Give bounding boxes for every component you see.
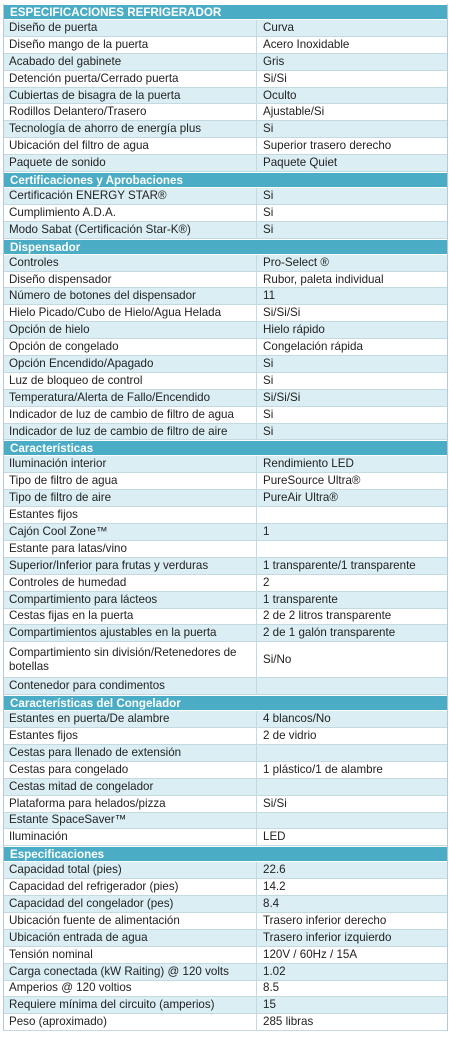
spec-label: Cestas fijas en la puerta	[4, 609, 257, 625]
spec-value: Curva	[263, 20, 294, 34]
spec-value: Oculto	[263, 88, 297, 102]
table-row	[4, 796, 447, 813]
table-row	[4, 424, 447, 441]
spec-value	[257, 507, 447, 523]
spec-value: Si/Si/Si	[263, 306, 301, 320]
spec-value	[257, 779, 447, 795]
section-header: Especificaciones	[4, 846, 447, 862]
spec-value: Si/Si	[263, 71, 287, 85]
spec-value: 22.6	[263, 863, 286, 877]
spec-value: 2 de 1 galón transparente	[263, 626, 396, 640]
spec-label: Paquete de sonido	[4, 155, 257, 171]
table-row	[4, 322, 447, 339]
table-row	[4, 356, 447, 373]
spec-label: Diseño dispensador	[4, 272, 257, 288]
spec-value: Si	[263, 188, 274, 202]
spec-value: 15	[263, 998, 276, 1012]
spec-label: Plataforma para helados/pizza	[4, 796, 257, 812]
table-row	[4, 558, 447, 575]
spec-label: Estantes fijos	[4, 728, 257, 744]
section-header: Certificaciones y Aprobaciones	[4, 172, 447, 188]
spec-value: Si	[263, 373, 274, 387]
spec-value: Si	[263, 122, 274, 136]
table-row	[4, 1014, 447, 1031]
spec-value: Rubor, paleta individual	[263, 272, 384, 286]
spec-value: Trasero inferior derecho	[263, 913, 387, 927]
spec-label: Cestas para llenado de extensión	[4, 745, 257, 761]
spec-label: Certificación ENERGY STAR®	[4, 188, 257, 204]
spec-value: 1 transparente/1 transparente	[263, 558, 416, 572]
table-row	[4, 473, 447, 490]
spec-label: Capacidad del refrigerador (pies)	[4, 879, 257, 895]
spec-label: Opción de congelado	[4, 339, 257, 355]
table-row	[4, 54, 447, 71]
table-row	[4, 305, 447, 322]
specifications-table	[3, 4, 448, 1031]
table-row	[4, 678, 447, 695]
spec-value: Si	[263, 205, 274, 219]
spec-label: Requiere mínima del circuito (amperios)	[4, 997, 257, 1013]
spec-label: Estantes fijos	[4, 507, 257, 523]
spec-label: Opción de hielo	[4, 322, 257, 338]
table-row	[4, 37, 447, 54]
spec-label: Cestas para congelado	[4, 762, 257, 778]
spec-label: Cajón Cool Zone™	[4, 524, 257, 540]
table-row	[4, 272, 447, 289]
table-row	[4, 862, 447, 879]
spec-value: Gris	[263, 54, 285, 68]
spec-value: Congelación rápida	[263, 340, 363, 354]
table-row	[4, 575, 447, 592]
table-row	[4, 813, 447, 830]
spec-value: 4 blancos/No	[263, 712, 331, 726]
spec-label: Cumplimiento A.D.A.	[4, 205, 257, 221]
table-row	[4, 896, 447, 913]
spec-label: Diseño mango de la puerta	[4, 37, 257, 53]
spec-label: Ubicación del filtro de agua	[4, 138, 257, 154]
spec-value: Si	[263, 356, 274, 370]
table-row	[4, 456, 447, 473]
table-row	[4, 711, 447, 728]
table-row	[4, 592, 447, 609]
table-row	[4, 390, 447, 407]
spec-label: Tipo de filtro de aire	[4, 490, 257, 506]
table-row	[4, 997, 447, 1014]
table-row	[4, 879, 447, 896]
spec-value: 1 plástico/1 de alambre	[263, 762, 383, 776]
table-row	[4, 762, 447, 779]
spec-label: Iluminación interior	[4, 456, 257, 472]
table-row	[4, 625, 447, 642]
spec-label: Tecnología de ahorro de energía plus	[4, 121, 257, 137]
spec-label: Controles de humedad	[4, 575, 257, 591]
table-row	[4, 930, 447, 947]
spec-label: Compartimientos ajustables en la puerta	[4, 625, 257, 641]
section-header: Dispensador	[4, 239, 447, 255]
table-row	[4, 288, 447, 305]
table-row	[4, 373, 447, 390]
spec-label: Estantes en puerta/De alambre	[4, 711, 257, 727]
spec-value: PureSource Ultra®	[263, 474, 361, 488]
spec-value	[257, 745, 447, 761]
table-row	[4, 507, 447, 524]
table-row	[4, 490, 447, 507]
table-row	[4, 829, 447, 846]
spec-value: Ajustable/Si	[263, 105, 325, 119]
spec-value: PureAir Ultra®	[263, 491, 338, 505]
spec-value: 285 libras	[263, 1015, 314, 1029]
spec-value: Si	[263, 407, 274, 421]
table-row	[4, 222, 447, 239]
table-row	[4, 964, 447, 981]
spec-label: Hielo Picado/Cubo de Hielo/Agua Helada	[4, 305, 257, 321]
spec-label: Rodillos Delantero/Trasero	[4, 104, 257, 120]
spec-value: 1.02	[263, 964, 286, 978]
spec-value: 2 de vidrio	[263, 729, 317, 742]
table-row	[4, 121, 447, 138]
spec-label: Carga conectada (kW Raiting) @ 120 volts	[4, 964, 257, 980]
spec-value: Si	[263, 222, 274, 236]
table-row	[4, 609, 447, 626]
table-row	[4, 339, 447, 356]
spec-value: 11	[263, 289, 276, 303]
table-row	[4, 779, 447, 796]
spec-label: Indicador de luz de cambio de filtro de aire	[4, 424, 257, 440]
spec-label: Estante para latas/vino	[4, 541, 257, 557]
table-row	[4, 981, 447, 998]
spec-value: 1	[263, 524, 270, 538]
spec-label: Peso (aproximado)	[4, 1014, 257, 1030]
table-row	[4, 88, 447, 105]
spec-value	[257, 678, 447, 694]
spec-label: Tipo de filtro de agua	[4, 473, 257, 489]
spec-label: Iluminación	[4, 829, 257, 845]
table-row	[4, 155, 447, 172]
table-row	[4, 541, 447, 558]
spec-value: Superior trasero derecho	[263, 139, 392, 153]
spec-label: Número de botones del dispensador	[4, 288, 257, 304]
table-row	[4, 20, 447, 37]
spec-label: Ubicación fuente de alimentación	[4, 913, 257, 929]
spec-value: 2 de 2 litros transparente	[263, 609, 392, 623]
spec-value: Si	[263, 424, 274, 438]
spec-value: 120V / 60Hz / 15A	[263, 947, 358, 961]
spec-value: Trasero inferior izquierdo	[263, 930, 392, 944]
spec-label: Capacidad del congelador (pes)	[4, 896, 257, 912]
spec-value: Acero Inoxidable	[263, 37, 350, 51]
spec-value: Si/No	[263, 652, 292, 666]
spec-label: Acabado del gabinete	[4, 54, 257, 70]
spec-label: Contenedor para condimentos	[4, 678, 257, 694]
table-row	[4, 104, 447, 121]
spec-label: Capacidad total (pies)	[4, 862, 257, 878]
spec-label: Modo Sabat (Certificación Star-K®)	[4, 222, 257, 238]
spec-value: 8.5	[263, 981, 280, 995]
spec-value: 1 transparente	[263, 592, 338, 606]
spec-value: Rendimiento LED	[263, 457, 354, 471]
table-row	[4, 728, 447, 745]
table-row	[4, 205, 447, 222]
spec-value: 2	[263, 575, 270, 589]
spec-value: LED	[263, 830, 286, 844]
table-row	[4, 524, 447, 541]
spec-value: Paquete Quiet	[263, 156, 338, 170]
table-row	[4, 138, 447, 155]
section-header: Características	[4, 440, 447, 456]
spec-label: Cubiertas de bisagra de la puerta	[4, 88, 257, 104]
spec-value: Si/Si	[263, 796, 287, 810]
table-row	[4, 71, 447, 88]
spec-label: Compartimiento para lácteos	[4, 592, 257, 608]
spec-label: Luz de bloqueo de control	[4, 373, 257, 389]
spec-label: Indicador de luz de cambio de filtro de agua	[4, 407, 257, 423]
spec-label: Ubicación entrada de agua	[4, 930, 257, 946]
spec-value	[257, 541, 447, 557]
table-row	[4, 407, 447, 424]
table-row	[4, 947, 447, 964]
spec-value: Hielo rápido	[263, 323, 325, 337]
spec-label: Diseño de puerta	[4, 20, 257, 36]
spec-value: Pro-Select ®	[263, 255, 329, 269]
spec-label: Temperatura/Alerta de Fallo/Encendido	[4, 390, 257, 406]
spec-label: Superior/Inferior para frutas y verduras	[4, 558, 257, 574]
spec-value: 8.4	[263, 897, 280, 911]
spec-value	[257, 813, 447, 829]
table-row	[4, 188, 447, 205]
spec-label: Controles	[4, 255, 257, 271]
spec-label: Compartimiento sin división/Retenedores de botellas	[4, 642, 257, 677]
spec-value: Si/Si/Si	[263, 390, 301, 404]
table-row	[4, 642, 447, 678]
section-header: ESPECIFICACIONES REFRIGERADOR	[4, 4, 447, 20]
spec-label: Tensión nominal	[4, 947, 257, 963]
spec-label: Estante SpaceSaver™	[4, 813, 257, 829]
spec-label: Detención puerta/Cerrado puerta	[4, 71, 257, 87]
table-row	[4, 745, 447, 762]
table-row	[4, 913, 447, 930]
section-header: Características del Congelador	[4, 695, 447, 711]
table-row	[4, 255, 447, 272]
spec-value: 14.2	[263, 880, 286, 894]
spec-label: Amperios @ 120 voltios	[4, 981, 257, 997]
spec-label: Opción Encendido/Apagado	[4, 356, 257, 372]
spec-label: Cestas mitad de congelador	[4, 779, 257, 795]
